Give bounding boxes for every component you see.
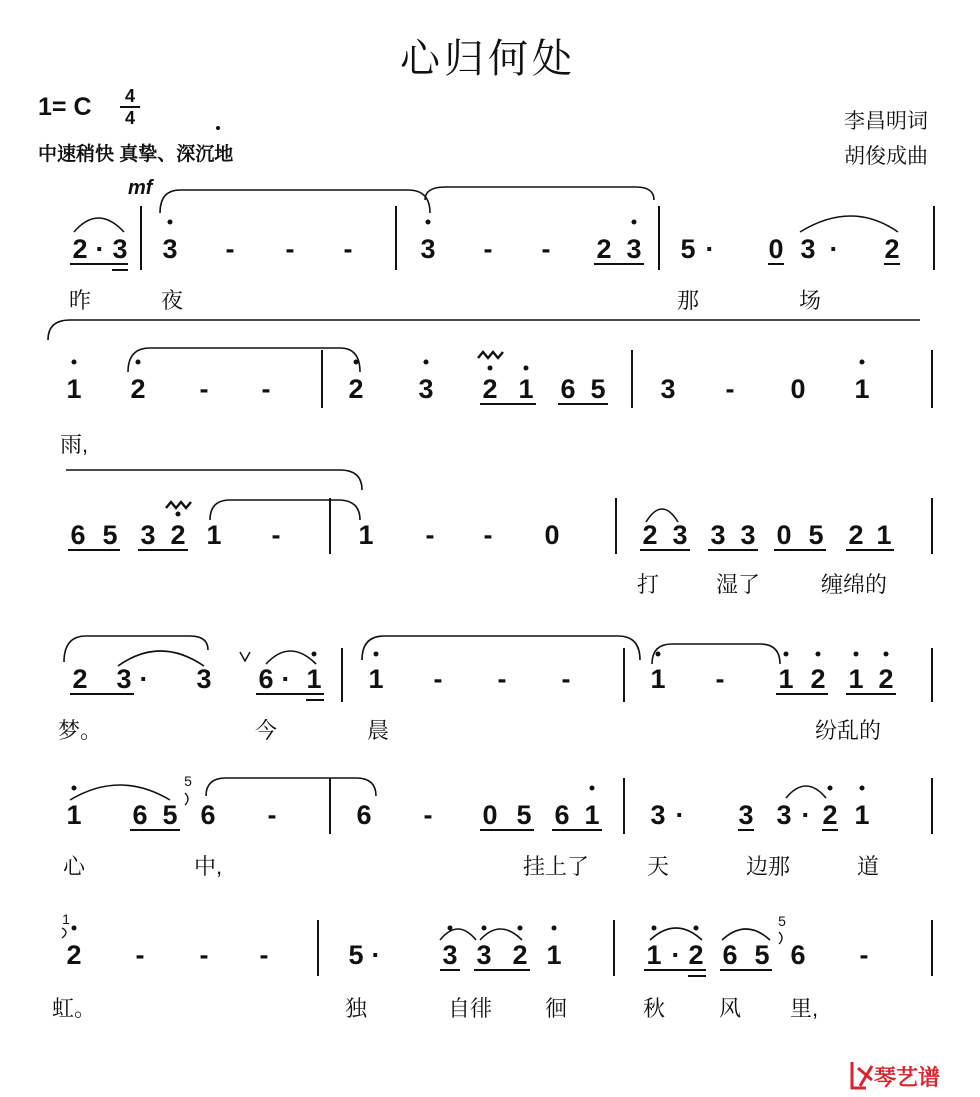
watermark-text: 琴艺谱 [874, 1065, 941, 1090]
note: 1 [650, 664, 666, 694]
note: 3 [710, 520, 726, 550]
tempo-marking: 中速稍快 真挚、深沉地 [38, 144, 234, 165]
note: 1 [368, 664, 384, 694]
note: 3 [116, 664, 132, 694]
lyric: 道 [856, 854, 880, 879]
note: 1 [206, 520, 222, 550]
lyric: 天 [646, 854, 670, 879]
time-sig-top: 4 [124, 86, 136, 106]
note: 6 [554, 800, 570, 830]
lyric: 独 [344, 996, 368, 1021]
dash: - [541, 234, 551, 264]
note: 6 [70, 520, 86, 550]
lyric: 心 [62, 854, 86, 879]
grace-note: 1 [62, 911, 70, 927]
dash: - [433, 664, 443, 694]
note: 1 [66, 374, 82, 404]
note: 3 [660, 374, 676, 404]
augmentation-dot: · [371, 940, 381, 970]
composer-credit: 胡俊成曲 [844, 145, 928, 168]
note: 3 [738, 800, 754, 830]
dash: - [483, 234, 493, 264]
dash: - [483, 520, 493, 550]
grace-note: 5 [184, 773, 192, 789]
lyric: 夜 [160, 288, 184, 313]
dash: - [199, 374, 209, 404]
note: 2 [72, 664, 88, 694]
dash: - [259, 940, 269, 970]
note: 2 [688, 940, 704, 970]
note: 1 [358, 520, 374, 550]
note: 2 [642, 520, 658, 550]
dash: - [425, 520, 435, 550]
augmentation-dot: · [281, 664, 291, 694]
lyric: 边那 [745, 854, 791, 879]
grace-note: 5 [778, 913, 786, 929]
note: 2 [170, 520, 186, 550]
dash: - [199, 940, 209, 970]
lyric: 今 [254, 718, 278, 743]
note: 0 [776, 520, 792, 550]
note: 5 [162, 800, 178, 830]
note: 3 [140, 520, 156, 550]
lyric: 秋 [642, 996, 666, 1021]
line-3 [68, 498, 932, 597]
lyric: 风 [718, 996, 742, 1021]
note: 2 [810, 664, 826, 694]
line-1 [69, 187, 934, 313]
dash: - [497, 664, 507, 694]
note: 3 [776, 800, 792, 830]
dash: - [423, 800, 433, 830]
note: 2 [878, 664, 894, 694]
note: 2 [512, 940, 528, 970]
lyric: 里, [789, 996, 819, 1021]
augmentation-dot: · [95, 234, 105, 264]
note: 6 [560, 374, 576, 404]
lyric: 湿了 [715, 572, 761, 597]
lyric: 挂上了 [522, 854, 590, 879]
lyric: 梦。 [57, 718, 103, 743]
note: 3 [420, 234, 436, 264]
note: 3 [740, 520, 756, 550]
note: 1 [584, 800, 600, 830]
lyric: 虹。 [51, 996, 97, 1021]
augmentation-dot: · [705, 234, 715, 264]
note: 3 [418, 374, 434, 404]
line-6 [52, 911, 932, 1021]
note: 2 [884, 234, 900, 264]
note: 5 [754, 940, 770, 970]
lyric: 纷乱的 [814, 718, 882, 743]
dash: - [271, 520, 281, 550]
lyric: 自徘 [447, 996, 493, 1021]
dash: - [725, 374, 735, 404]
note: 6 [200, 800, 216, 830]
note: 6 [356, 800, 372, 830]
note: 5 [516, 800, 532, 830]
note: 1 [876, 520, 892, 550]
augmentation-dot: · [801, 800, 811, 830]
lyric: 昨 [68, 288, 92, 313]
dash: - [261, 374, 271, 404]
lyric: 晨 [366, 718, 390, 743]
note: 5 [348, 940, 364, 970]
note: 0 [482, 800, 498, 830]
line-2 [60, 348, 932, 457]
note: 3 [442, 940, 458, 970]
augmentation-dot: · [671, 940, 681, 970]
note: 5 [590, 374, 606, 404]
augmentation-dot: · [675, 800, 685, 830]
time-sig-bottom: 4 [124, 108, 136, 128]
note: 3 [672, 520, 688, 550]
note: 3 [626, 234, 642, 264]
key-signature: 1= C [38, 93, 92, 121]
note: 3 [162, 234, 178, 264]
note: 2 [822, 800, 838, 830]
lyric: 缠绵的 [820, 572, 888, 597]
dash: - [135, 940, 145, 970]
note: 6 [722, 940, 738, 970]
note: 6 [790, 940, 806, 970]
note: 5 [102, 520, 118, 550]
note: 5 [680, 234, 696, 264]
dynamic-marking: mf [128, 177, 153, 199]
dash: - [225, 234, 235, 264]
page-title: 心归何处 [400, 37, 576, 81]
note: 6 [258, 664, 274, 694]
lyric: 中, [193, 854, 223, 879]
note: 2 [130, 374, 146, 404]
dash: - [267, 800, 277, 830]
dash: - [343, 234, 353, 264]
note: 2 [848, 520, 864, 550]
dash: - [715, 664, 725, 694]
lyric: 雨, [59, 432, 89, 457]
note: 6 [132, 800, 148, 830]
note: 2 [596, 234, 612, 264]
note: 0 [790, 374, 806, 404]
line-4 [58, 636, 932, 743]
note: 1 [854, 374, 870, 404]
dash: - [561, 664, 571, 694]
lyric: 那 [676, 288, 700, 313]
note: 3 [112, 234, 128, 264]
dash: - [285, 234, 295, 264]
lyric: 徊 [544, 996, 568, 1021]
note: 1 [646, 940, 662, 970]
note: 1 [546, 940, 562, 970]
note: 0 [768, 234, 784, 264]
note: 1 [778, 664, 794, 694]
note: 1 [66, 800, 82, 830]
lyric: 场 [798, 288, 822, 313]
note: 2 [72, 234, 88, 264]
note: 1 [518, 374, 534, 404]
lyricist-credit: 李昌明词 [844, 110, 928, 133]
note: 1 [306, 664, 322, 694]
note: 1 [848, 664, 864, 694]
line-5 [63, 773, 932, 879]
augmentation-dot: · [139, 664, 149, 694]
note: 0 [544, 520, 560, 550]
note: 3 [650, 800, 666, 830]
note: 3 [196, 664, 212, 694]
dash: - [859, 940, 869, 970]
note: 2 [66, 940, 82, 970]
note: 2 [482, 374, 498, 404]
lyric: 打 [636, 572, 660, 597]
note: 1 [854, 800, 870, 830]
note: 3 [476, 940, 492, 970]
note: 3 [800, 234, 816, 264]
augmentation-dot: · [829, 234, 839, 264]
note: 5 [808, 520, 824, 550]
watermark-logo [852, 1062, 940, 1090]
note: 2 [348, 374, 364, 404]
